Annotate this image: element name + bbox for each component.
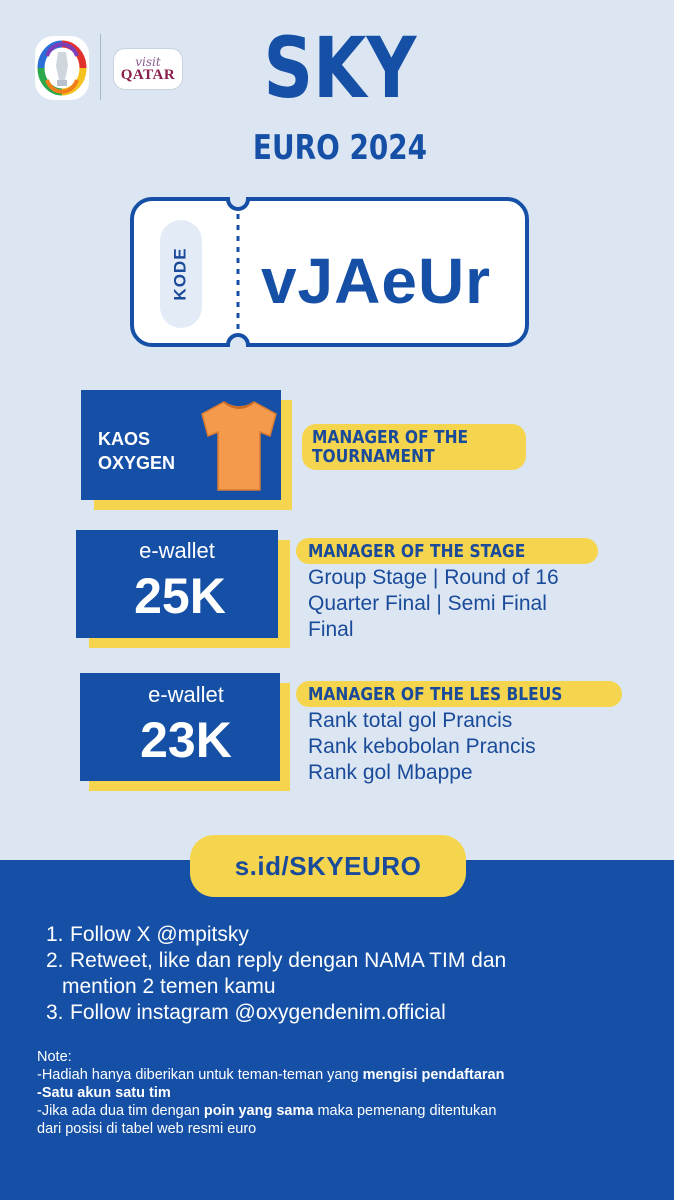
note-3-text-c: maka pemenang ditentukan (313, 1103, 497, 1119)
visit-qatar-logo (113, 48, 183, 90)
page-subtitle: EURO 2024 (252, 128, 428, 168)
kode-label-pill (160, 220, 202, 328)
note-3-continuation: dari posisi di tabel web resmi euro (37, 1121, 257, 1137)
prize-2-detail-3: Final (308, 618, 354, 641)
note-2-bold: -Satu akun satu tim (37, 1085, 171, 1101)
registration-link[interactable]: s.id/SKYEURO (234, 850, 422, 881)
prize-1-category-line1: MANAGER OF THE (312, 427, 469, 448)
notes-section (37, 1048, 647, 1138)
bottom-section (0, 860, 674, 1200)
step-1-number: 1. (46, 923, 64, 946)
note-3-text-a: -Jika ada dua tim dengan (37, 1103, 204, 1119)
note-2 (37, 1084, 647, 1102)
voucher-code: vJAeUr (260, 245, 492, 317)
step-2 (46, 948, 646, 974)
prize-1-label-line2: OXYGEN (98, 453, 176, 473)
visit-qatar-logo-line1: visit (135, 54, 161, 69)
note-3 (37, 1102, 647, 1120)
visit-qatar-logo-line2: QATAR (120, 66, 176, 83)
note-1-text: -Hadiah hanya diberikan untuk teman-teman yang (37, 1067, 363, 1083)
prize-3-category: MANAGER OF THE LES BLEUS (308, 684, 563, 705)
step-2-number: 2. (46, 949, 64, 972)
note-3-bold: poin yang sama (203, 1103, 314, 1119)
step-1 (46, 922, 646, 948)
prize-1-label-line1: KAOS (98, 429, 151, 449)
page-title: SKY (263, 19, 417, 117)
step-1-text: Follow X @mpitsky (70, 923, 249, 946)
note-1-bold: mengisi pendaftaran (362, 1067, 505, 1083)
prize-1-category-line2: TOURNAMENT (312, 446, 435, 467)
logo-divider (100, 34, 101, 100)
notes-heading: Note: (37, 1049, 72, 1065)
prize-3-detail-3: Rank gol Mbappe (308, 761, 473, 784)
prize-3-ewallet-label: e-wallet (148, 682, 224, 707)
prize-2-ewallet-label: e-wallet (139, 538, 215, 563)
euro-2024-logo (35, 36, 89, 100)
registration-link-button[interactable] (190, 835, 466, 897)
prize-3-detail-1: Rank total gol Prancis (308, 709, 513, 732)
kode-label: KODE (171, 247, 190, 301)
step-3 (46, 1000, 646, 1026)
steps-list (46, 922, 646, 1026)
step-3-text: Follow instagram @oxygendenim.official (70, 1001, 446, 1024)
step-3-number: 3. (46, 1001, 64, 1024)
note-1 (37, 1066, 647, 1084)
prize-2-detail-1: Group Stage | Round of 16 (308, 566, 559, 589)
tshirt-image (198, 398, 280, 494)
step-2-continuation: mention 2 temen kamu (62, 975, 276, 998)
prize-3-amount: 23K (140, 712, 232, 768)
prize-2-category: MANAGER OF THE STAGE (308, 541, 526, 562)
prize-2-amount: 25K (134, 568, 226, 624)
prize-3-detail-2: Rank kebobolan Prancis (308, 735, 536, 758)
step-2-text: Retweet, like dan reply dengan NAMA TIM dan (70, 949, 507, 972)
prize-2-detail-2: Quarter Final | Semi Final (308, 592, 547, 615)
